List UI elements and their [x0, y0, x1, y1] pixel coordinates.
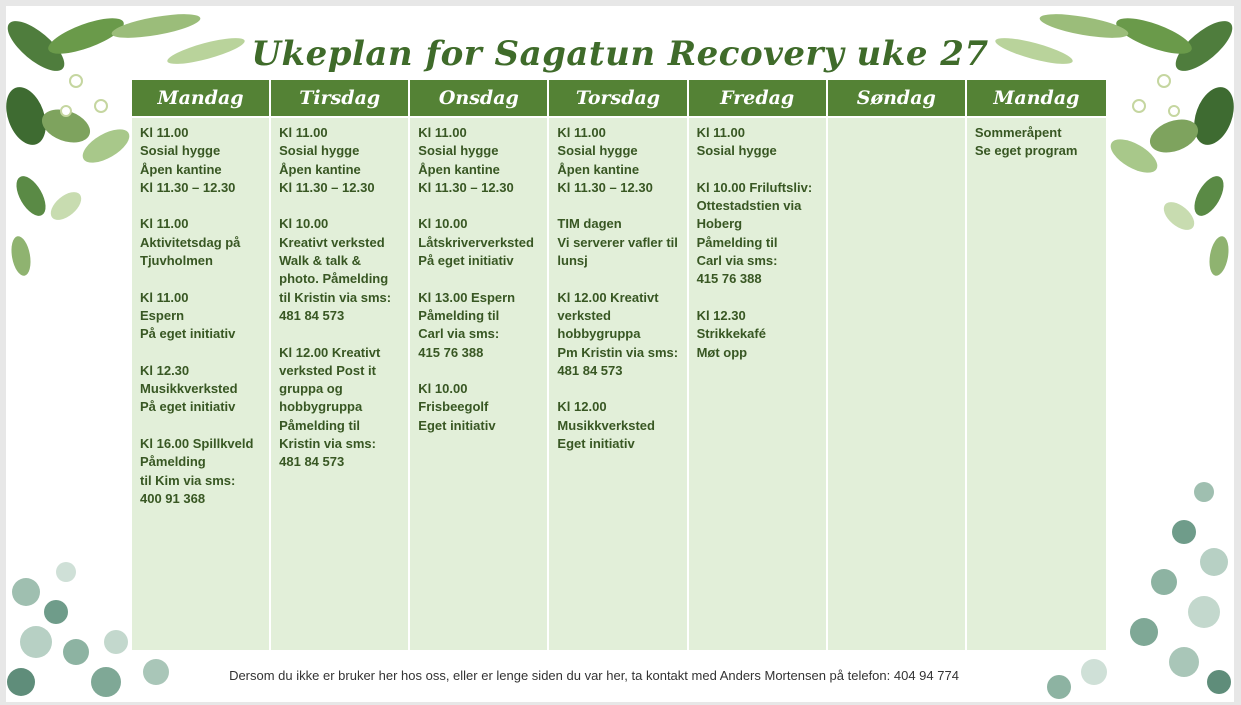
day-activities: Sommeråpent Se eget program — [967, 118, 1106, 650]
day-header: Tirsdag — [271, 80, 410, 118]
day-header: Fredag — [689, 80, 828, 118]
slide — [6, 6, 1234, 702]
day-header: Mandag — [967, 80, 1106, 118]
day-activities: Kl 11.00 Sosial hygge Åpen kantine Kl 11.30 – 12.30 Kl 10.00 Låtskriververksted På eget initiativ Kl 13.00 Espern Påmelding til Carl via sms: 415 76 388 Kl 10.00 Frisbeegolf Eget initiativ — [410, 118, 549, 650]
day-activities: Kl 11.00 Sosial hygge Åpen kantine Kl 11.30 – 12.30 Kl 11.00 Aktivitetsdag på Tjuvholmen Kl 11.00 Espern På eget initiativ Kl 12.30 Musikkverksted På eget initiativ Kl 16.00 Spillkveld Påmelding til Kim via sms: 400 91 368 — [132, 118, 271, 650]
day-header: Torsdag — [549, 80, 688, 118]
footer-contact-text: Dersom du ikke er bruker her hos oss, eller er lenge siden du var her, ta kontakt med Anders Mortensen på telefon: 404 94 774 — [229, 668, 959, 683]
week-schedule-table — [132, 80, 1106, 650]
day-activities — [828, 118, 967, 650]
day-header: Onsdag — [410, 80, 549, 118]
day-activities: Kl 11.00 Sosial hygge Åpen kantine Kl 11.30 – 12.30 Kl 10.00 Kreativt verksted Walk & talk & photo. Påmelding til Kristin via sms: 481 84 573 Kl 12.00 Kreativt verksted Post it gruppa og hobbygruppa Påmelding til Kristin via sms: 481 84 573 — [271, 118, 410, 650]
day-header: Mandag — [132, 80, 271, 118]
day-activities: Kl 11.00 Sosial hygge Kl 10.00 Friluftsliv: Ottestadstien via Hoberg Påmelding til Carl via sms: 415 76 388 Kl 12.30 Strikkekafé Møt opp — [689, 118, 828, 650]
day-activities: Kl 11.00 Sosial hygge Åpen kantine Kl 11.30 – 12.30 TIM dagen Vi serverer vafler til lunsj Kl 12.00 Kreativt verksted hobbygruppa Pm Kristin via sms: 481 84 573 Kl 12.00 Musikkverksted Eget initiativ — [549, 118, 688, 650]
day-header: Søndag — [828, 80, 967, 118]
page-title: Ukeplan for Sagatun Recovery uke 27 — [251, 34, 989, 74]
